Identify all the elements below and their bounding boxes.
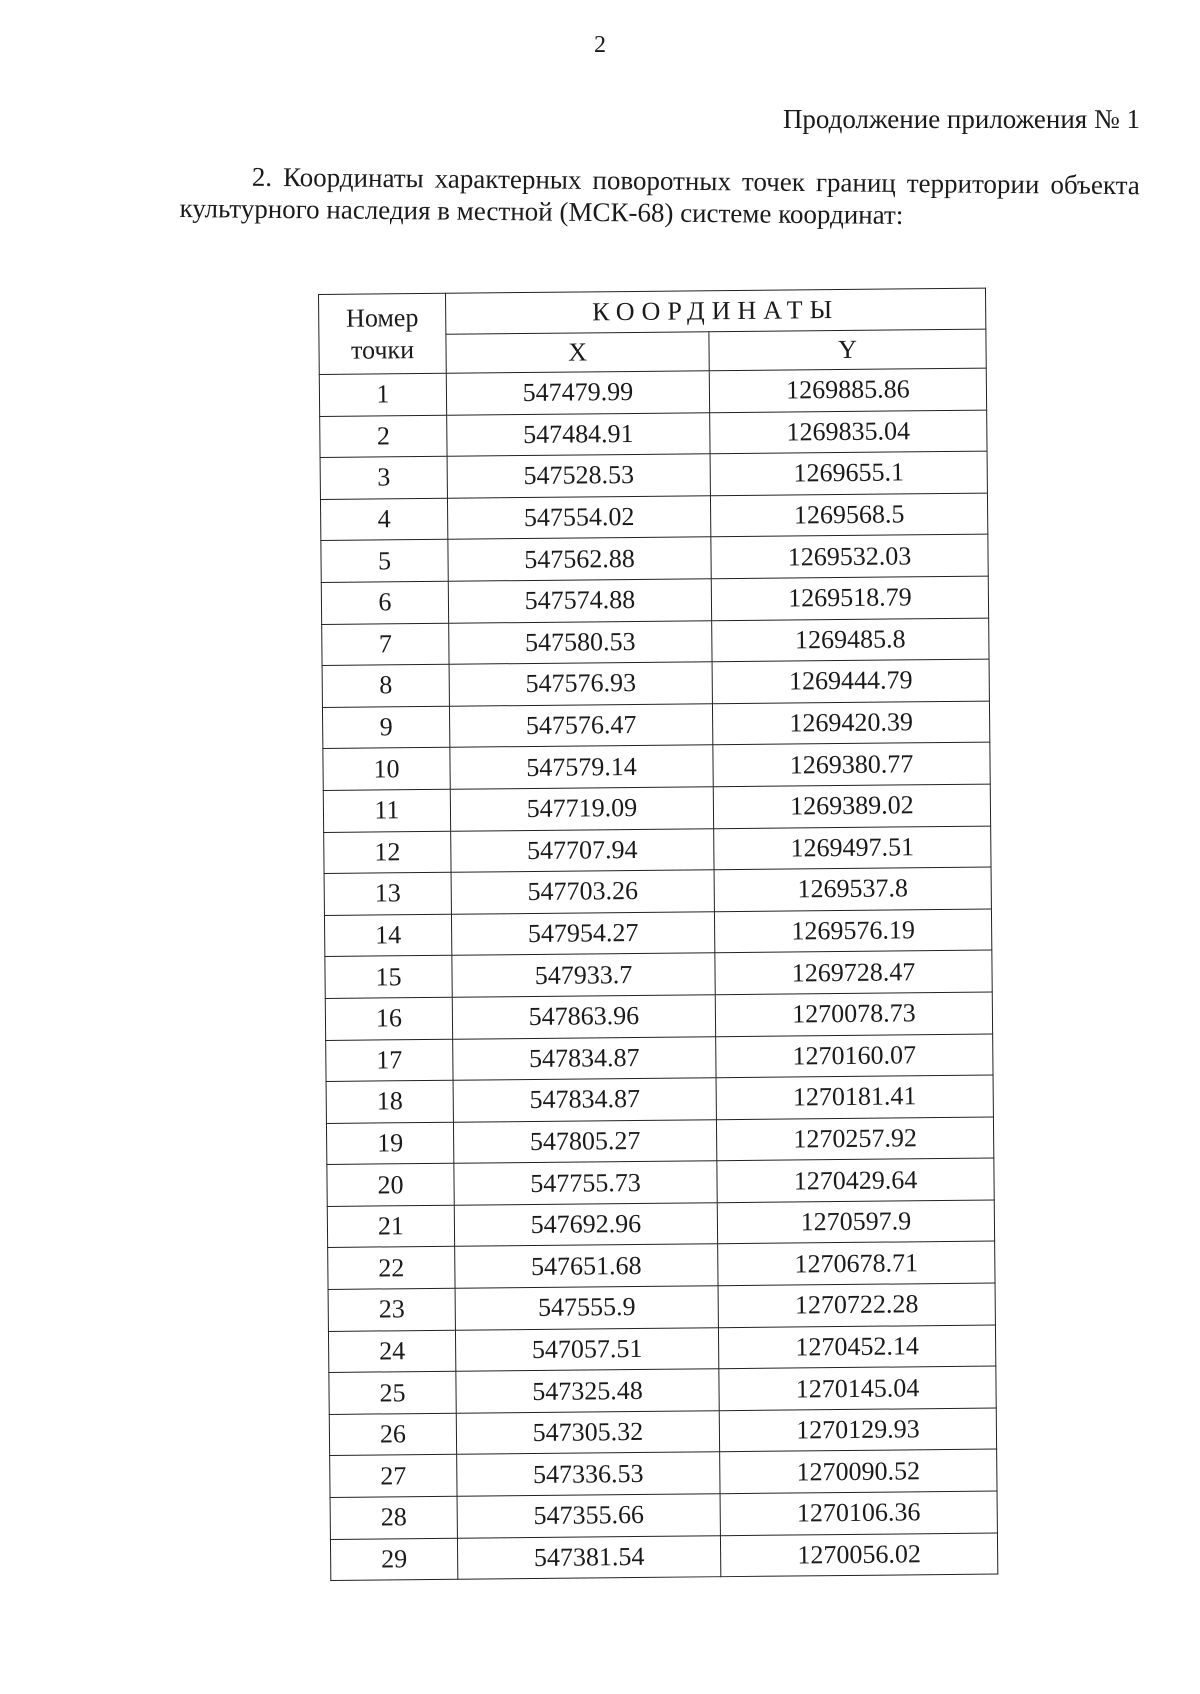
coordinates-table-container — [318, 288, 998, 1582]
y-coordinate-cell: 1269537.8 — [714, 867, 991, 911]
point-number-cell: 29 — [330, 1538, 457, 1581]
x-coordinate-cell: 547834.87 — [453, 1078, 716, 1122]
table-row — [324, 826, 991, 874]
coordinates-table — [318, 288, 998, 1582]
point-number-cell: 16 — [325, 997, 452, 1040]
point-number-cell: 23 — [328, 1288, 455, 1331]
point-number-cell: 11 — [323, 789, 450, 832]
y-coordinate-cell: 1269518.79 — [711, 576, 988, 620]
x-coordinate-cell: 547834.87 — [453, 1036, 716, 1080]
table-row — [329, 1408, 996, 1456]
point-number-cell: 19 — [326, 1122, 453, 1165]
y-coordinate-cell: 1269728.47 — [715, 950, 992, 994]
x-coordinate-cell: 547576.47 — [449, 703, 712, 747]
y-coordinate-cell: 1270129.93 — [719, 1408, 996, 1452]
point-number-cell: 13 — [324, 872, 451, 915]
y-coordinate-cell: 1270145.04 — [719, 1366, 996, 1410]
point-number-cell: 4 — [320, 498, 447, 541]
x-coordinate-cell: 547479.99 — [446, 371, 709, 415]
table-row — [329, 1366, 996, 1414]
table-row — [327, 1158, 994, 1206]
table-row — [322, 618, 989, 666]
x-coordinate-cell: 547703.26 — [451, 870, 714, 914]
y-coordinate-cell: 1269485.8 — [712, 618, 989, 662]
x-coordinate-cell: 547651.68 — [455, 1244, 718, 1288]
table-row — [321, 576, 988, 624]
y-header: Y — [709, 329, 986, 371]
x-coordinate-cell: 547580.53 — [449, 620, 712, 664]
x-coordinate-cell: 547863.96 — [452, 995, 715, 1039]
table-row — [330, 1491, 997, 1539]
y-coordinate-cell: 1270181.41 — [716, 1075, 993, 1119]
y-coordinate-cell: 1269380.77 — [713, 742, 990, 786]
point-number-cell: 9 — [322, 706, 449, 749]
point-number-cell: 20 — [327, 1164, 454, 1207]
intro-paragraph: 2. Координаты характерных поворотных точек границ территории объекта культурного наследия в местной (МСК-68) системе координат: — [179, 161, 1140, 230]
y-coordinate-cell: 1269835.04 — [710, 410, 987, 454]
table-row — [321, 534, 988, 582]
table-row — [323, 742, 990, 790]
point-number-cell: 7 — [322, 623, 449, 666]
appendix-note: Продолжение приложения № 1 — [782, 104, 1140, 134]
point-number-cell: 24 — [328, 1330, 455, 1373]
y-coordinate-cell: 1269576.19 — [714, 909, 991, 953]
y-coordinate-cell: 1269389.02 — [713, 784, 990, 828]
table-row — [326, 1034, 993, 1082]
x-coordinate-cell: 547554.02 — [447, 496, 710, 540]
x-coordinate-cell: 547057.51 — [455, 1327, 718, 1371]
point-number-cell: 3 — [320, 456, 447, 499]
point-number-cell: 15 — [325, 956, 452, 999]
x-coordinate-cell: 547336.53 — [457, 1452, 720, 1496]
point-number-cell: 5 — [321, 540, 448, 583]
y-coordinate-cell: 1270078.73 — [715, 992, 992, 1036]
y-coordinate-cell: 1270678.71 — [718, 1242, 995, 1286]
point-number-cell: 22 — [328, 1247, 455, 1290]
y-coordinate-cell: 1269420.39 — [712, 701, 989, 745]
point-number-cell: 2 — [320, 415, 447, 458]
point-number-cell: 1 — [319, 373, 446, 416]
point-number-cell: 28 — [330, 1496, 457, 1539]
y-coordinate-cell: 1269655.1 — [710, 451, 987, 495]
y-coordinate-cell: 1270257.92 — [716, 1117, 993, 1161]
table-row — [328, 1283, 995, 1331]
x-coordinate-cell: 547355.66 — [457, 1494, 720, 1538]
y-coordinate-cell: 1269444.79 — [712, 659, 989, 703]
point-number-cell: 8 — [322, 664, 449, 707]
header-row-top — [319, 288, 986, 335]
y-coordinate-cell: 1270452.14 — [718, 1325, 995, 1369]
point-number-cell: 6 — [321, 581, 448, 624]
x-coordinate-cell: 547707.94 — [451, 828, 714, 872]
point-number-cell: 12 — [324, 831, 451, 874]
x-coordinate-cell: 547755.73 — [454, 1161, 717, 1205]
table-row — [328, 1325, 995, 1373]
x-coordinate-cell: 547579.14 — [450, 745, 713, 789]
y-coordinate-cell: 1269885.86 — [709, 368, 986, 412]
point-number-cell: 27 — [330, 1455, 457, 1498]
x-coordinate-cell: 547574.88 — [448, 579, 711, 623]
table-row — [325, 992, 992, 1040]
point-number-cell: 18 — [326, 1080, 453, 1123]
x-coordinate-cell: 547555.9 — [455, 1286, 718, 1330]
table-row — [330, 1533, 997, 1581]
x-coordinate-cell: 547562.88 — [448, 537, 711, 581]
table-row — [320, 451, 987, 499]
x-coordinate-cell: 547576.93 — [449, 662, 712, 706]
x-coordinate-cell: 547805.27 — [453, 1119, 716, 1163]
x-coordinate-cell: 547325.48 — [456, 1369, 719, 1413]
table-row — [326, 1075, 993, 1123]
table-row — [320, 410, 987, 458]
point-number-cell: 10 — [323, 748, 450, 791]
x-coordinate-cell: 547484.91 — [447, 412, 710, 456]
table-row — [320, 493, 987, 541]
x-coordinate-cell: 547528.53 — [447, 454, 710, 498]
table-row — [322, 659, 989, 707]
table-row — [328, 1242, 995, 1290]
y-coordinate-cell: 1270429.64 — [717, 1158, 994, 1202]
point-number-cell: 25 — [329, 1371, 456, 1414]
y-coordinate-cell: 1269568.5 — [710, 493, 987, 537]
y-coordinate-cell: 1270090.52 — [720, 1449, 997, 1493]
x-header: X — [446, 332, 709, 374]
table-body — [319, 368, 998, 1581]
point-number-cell: 14 — [324, 914, 451, 957]
coordinates-header: КООРДИНАТЫ — [445, 288, 985, 334]
x-coordinate-cell: 547719.09 — [450, 787, 713, 831]
point-number-cell: 17 — [326, 1039, 453, 1082]
x-coordinate-cell: 547692.96 — [454, 1203, 717, 1247]
x-coordinate-cell: 547305.32 — [456, 1411, 719, 1455]
y-coordinate-cell: 1270160.07 — [716, 1034, 993, 1078]
y-coordinate-cell: 1270056.02 — [720, 1533, 997, 1577]
x-coordinate-cell: 547933.7 — [452, 953, 715, 997]
table-row — [326, 1117, 993, 1165]
point-number-cell: 21 — [327, 1205, 454, 1248]
point-number-header: Номер точки — [319, 293, 447, 374]
table-row — [327, 1200, 994, 1248]
y-coordinate-cell: 1270722.28 — [718, 1283, 995, 1327]
table-row — [324, 867, 991, 915]
table-header — [319, 288, 987, 374]
y-coordinate-cell: 1270106.36 — [720, 1491, 997, 1535]
table-row — [330, 1449, 997, 1497]
table-row — [319, 368, 986, 416]
y-coordinate-cell: 1269532.03 — [711, 534, 988, 578]
point-number-cell: 26 — [329, 1413, 456, 1456]
table-row — [325, 950, 992, 998]
y-coordinate-cell: 1269497.51 — [714, 826, 991, 870]
y-coordinate-cell: 1270597.9 — [717, 1200, 994, 1244]
table-row — [322, 701, 989, 749]
table-row — [323, 784, 990, 832]
page-number: 2 — [594, 32, 606, 58]
x-coordinate-cell: 547954.27 — [451, 911, 714, 955]
table-row — [324, 909, 991, 957]
x-coordinate-cell: 547381.54 — [457, 1535, 720, 1579]
